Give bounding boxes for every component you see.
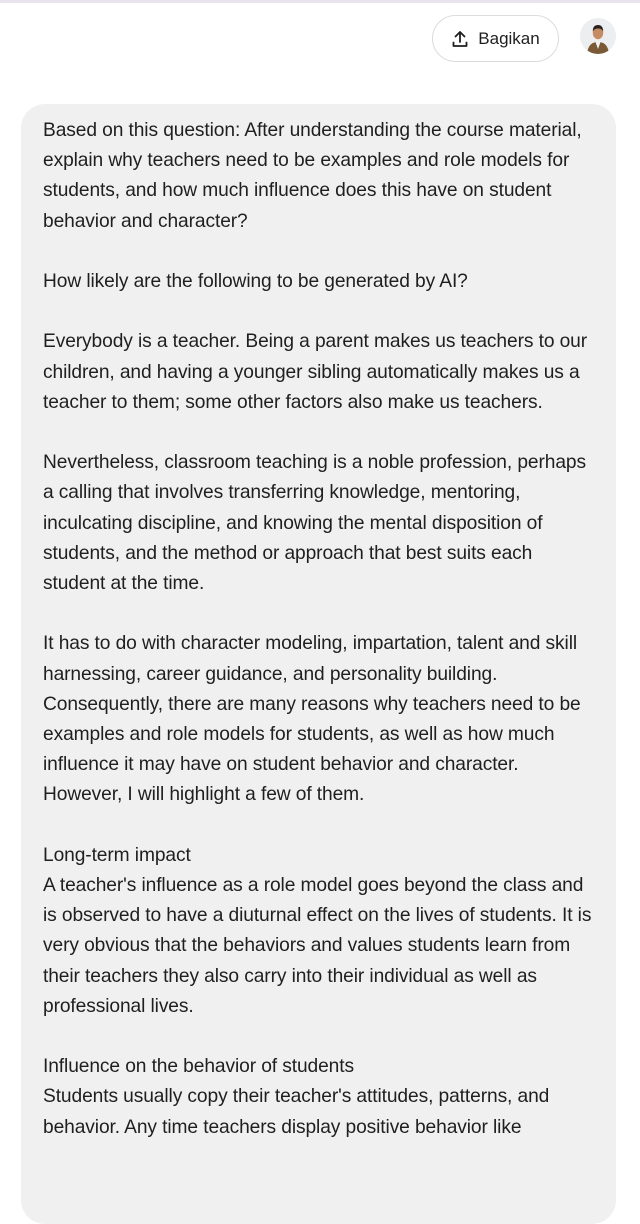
message-paragraph: It has to do with character modeling, impartation, talent and skill harnessing, career guidance, and personality building. Consequently, there are many reasons why teachers need to be examples and role models for students, as well as how much influence it may have on student behavior and character. However, I will highlight a few of them. xyxy=(43,633,581,806)
section-heading: Influence on the behavior of students xyxy=(43,1056,354,1078)
upload-share-icon xyxy=(451,30,469,48)
message-paragraph: How likely are the following to be generated by AI? xyxy=(43,271,468,292)
section-text: Students usually copy their teacher's attitudes, patterns, and behavior. Any time teachers display positive behavior like xyxy=(43,1086,550,1138)
message-paragraph: Based on this question: After understanding the course material, explain why teachers need to be examples and role models for students, and how much influence does this have on student behavior and character? xyxy=(43,120,582,232)
user-avatar[interactable] xyxy=(580,18,616,54)
message-paragraph: Everybody is a teacher. Being a parent makes us teachers to our children, and having a younger sibling automatically makes us a teacher to them; some other factors also make us teachers. xyxy=(43,331,588,413)
share-button[interactable] xyxy=(432,15,559,62)
message-section xyxy=(43,1052,595,1143)
message-section xyxy=(43,841,595,1022)
message-paragraph: Nevertheless, classroom teaching is a noble profession, perhaps a calling that involves transferring knowledge, mentoring, inculcating discipline, and knowing the mental disposition of students, and the method or approach that best suits each student at the time. xyxy=(43,452,586,594)
section-text: A teacher's influence as a role model goes beyond the class and is observed to have a diuturnal effect on the lives of students. It is very obvious that the behaviors and values students learn from their teachers they also carry into their individual as well as professional lives. xyxy=(43,875,592,1017)
section-heading: Long-term impact xyxy=(43,844,191,866)
share-button-label: Bagikan xyxy=(478,28,540,48)
top-divider xyxy=(0,0,640,3)
user-message-text xyxy=(43,116,595,1173)
